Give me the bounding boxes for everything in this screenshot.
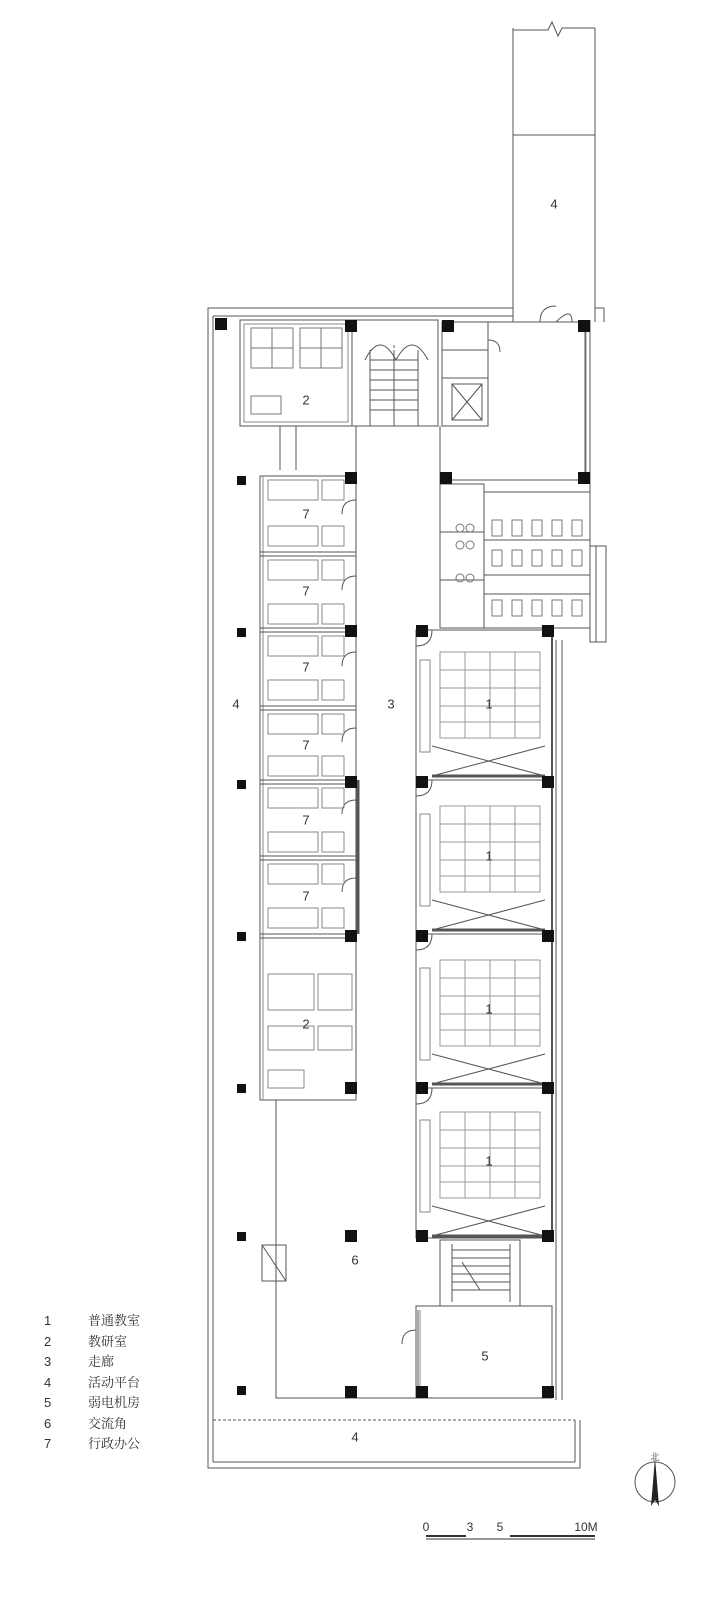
legend-item	[44, 1352, 140, 1373]
label-classroom-2: 1	[485, 848, 493, 864]
label-classroom-1: 1	[485, 696, 493, 712]
entry-hall	[440, 306, 590, 480]
legend-number: 3	[44, 1354, 52, 1369]
corridor-edges	[356, 426, 440, 480]
legend-number: 7	[44, 1436, 52, 1451]
north-arrow-icon	[635, 1458, 675, 1506]
toilet-block	[440, 480, 606, 642]
research-room-top	[240, 320, 352, 470]
legend-item	[44, 1311, 140, 1332]
legend-text: 行政办公	[88, 1436, 141, 1451]
legend-item	[44, 1393, 140, 1414]
legend-text: 交流角	[88, 1415, 128, 1431]
label-office-4: 7	[302, 737, 310, 753]
legend-number: 5	[44, 1395, 52, 1410]
stair-core-bottom	[440, 1240, 520, 1306]
label-office-6: 7	[302, 888, 310, 904]
weak-current-room	[402, 1306, 552, 1398]
legend-text: 走廊	[88, 1354, 115, 1369]
legend-item	[44, 1434, 140, 1455]
elevator-core	[442, 322, 488, 426]
label-platform-bottom: 4	[351, 1429, 359, 1445]
legend-number: 1	[44, 1313, 52, 1328]
label-research-bottom: 2	[302, 1016, 310, 1032]
label-office-3: 7	[302, 659, 310, 675]
label-weak-current-room: 5	[481, 1348, 489, 1364]
legend-item	[44, 1414, 140, 1435]
scale-tick-3: 3	[466, 1520, 474, 1534]
label-office-5: 7	[302, 812, 310, 828]
label-research-top: 2	[302, 392, 310, 408]
legend-number: 2	[44, 1333, 52, 1349]
label-corridor: 3	[387, 696, 395, 712]
terrace-outline	[208, 308, 604, 1468]
legend-number: 4	[44, 1374, 52, 1390]
desk-cluster-top	[251, 328, 342, 414]
legend	[44, 1311, 140, 1455]
legend-text: 弱电机房	[88, 1395, 141, 1410]
top-platform	[513, 22, 595, 322]
exchange-corner	[262, 1100, 418, 1398]
scale-tick-10m: 10M	[574, 1520, 598, 1534]
north-label: 北	[650, 1452, 660, 1462]
legend-text: 活动平台	[88, 1374, 141, 1390]
scale-tick-5: 5	[496, 1520, 504, 1534]
scale-bar	[426, 1536, 595, 1539]
label-exchange-corner: 6	[351, 1252, 359, 1268]
legend-item	[44, 1332, 140, 1353]
scale-tick-0: 0	[422, 1520, 430, 1534]
legend-number: 6	[44, 1415, 52, 1431]
label-office-2: 7	[302, 583, 310, 599]
label-office-1: 7	[302, 506, 310, 522]
legend-text: 教研室	[88, 1333, 128, 1349]
legend-text: 普通教室	[88, 1313, 141, 1328]
label-classroom-4: 1	[485, 1153, 493, 1169]
label-platform-top: 4	[550, 196, 558, 212]
label-platform-left: 4	[232, 696, 240, 712]
stair-core-top	[352, 320, 438, 426]
legend-item	[44, 1373, 140, 1394]
label-classroom-3: 1	[485, 1001, 493, 1017]
